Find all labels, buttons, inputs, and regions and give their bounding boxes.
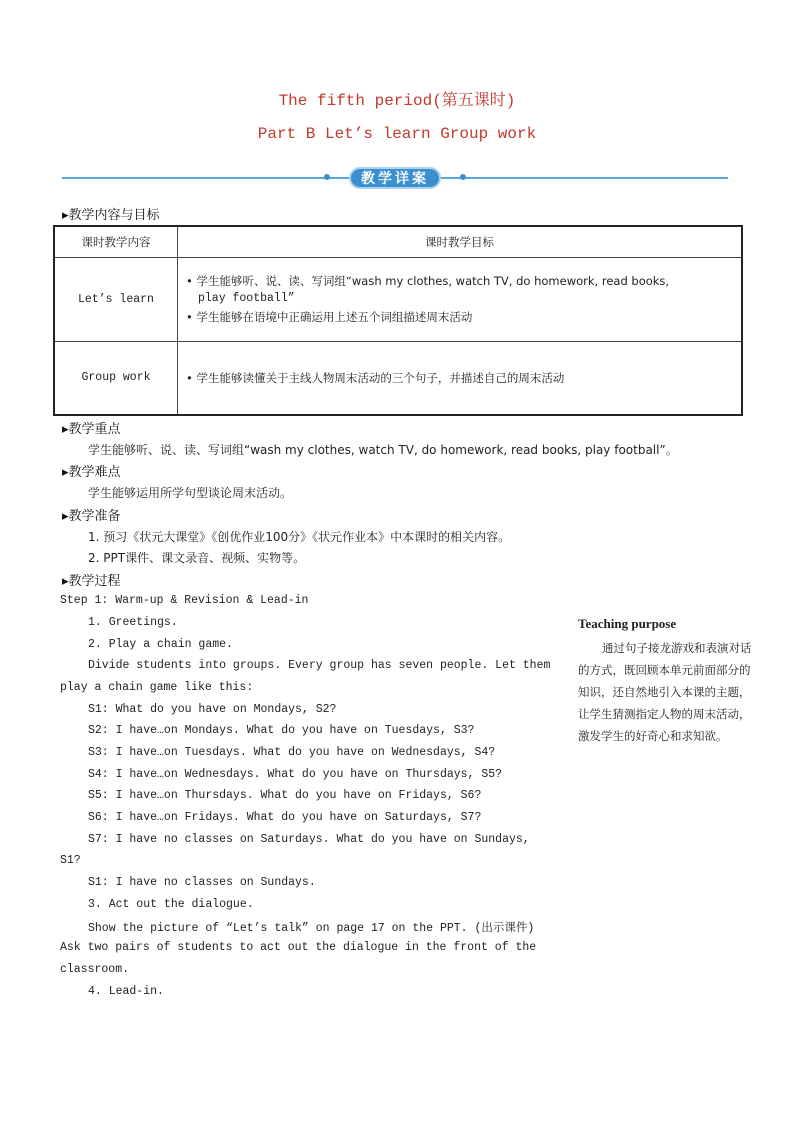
dialogue-line: S7: I have no classes on Saturdays. What do you have on Sundays, xyxy=(88,833,530,846)
dialogue-line: S4: I have…on Wednesdays. What do you have on Thursdays, S5? xyxy=(88,768,503,781)
process-line: play a chain game like this: xyxy=(60,681,254,694)
dialogue-line: S3: I have…on Tuesdays. What do you have on Wednesdays, S4? xyxy=(88,746,496,759)
side-note-body: 通过句子接龙游戏和表演对话的方式，既回顾本单元前面部分的知识，还自然地引入本课的主题，让学生猜测指定人物的周末活动，激发学生的好奇心和求知欲。 xyxy=(578,641,752,743)
goal-item: • 学生能够在语境中正确运用上述五个词组描述周末活动 xyxy=(186,310,473,324)
process-line: Ask two pairs of students to act out the dialogue in the front of the xyxy=(60,941,537,954)
heading-process: ▸教学过程 xyxy=(62,574,121,589)
prep-item: 1. 预习《状元大课堂》《创优作业100分》《状元作业本》中本课时的相关内容。 xyxy=(88,530,511,544)
row-label: Group work xyxy=(54,341,178,415)
difficulties-text: 学生能够运用所学句型谈论周末活动。 xyxy=(88,486,293,500)
goal-item: • 学生能够听、说、读、写词组“wash my clothes, watch TV, do homework, read books, xyxy=(186,274,670,288)
prep-item: 2. PPT课件、课文录音、视频、实物等。 xyxy=(88,551,306,565)
dialogue-line: S1? xyxy=(60,854,81,867)
heading-key-points: ▸教学重点 xyxy=(62,422,121,437)
table-header-goal: 课时教学目标 xyxy=(178,226,743,257)
page-subtitle: Part B Let’s learn Group work xyxy=(257,125,537,143)
table-header-content: 课时教学内容 xyxy=(54,226,178,257)
step-title: Step 1: Warm-up & Revision & Lead-in xyxy=(60,594,309,607)
heading-content-goals: ▸教学内容与目标 xyxy=(62,208,160,223)
dialogue-line: S1: What do you have on Mondays, S2? xyxy=(88,703,337,716)
table-row xyxy=(54,257,742,341)
process-line: 4. Lead-in. xyxy=(88,985,164,998)
process-line: 3. Act out the dialogue. xyxy=(88,898,254,911)
dialogue-line: S5: I have…on Thursdays. What do you have on Fridays, S6? xyxy=(88,789,482,802)
goal-item: • 学生能够读懂关于主线人物周末活动的三个句子，并描述自己的周末活动 xyxy=(186,370,565,385)
banner-label: 教学详案 xyxy=(349,167,441,189)
page-title: The fifth period(第五课时) xyxy=(278,92,516,110)
goal-item-cont: play football” xyxy=(198,292,295,305)
key-points-text: 学生能够听、说、读、写词组“wash my clothes, watch TV, do homework, read books, play football”。 xyxy=(88,443,678,457)
goal-table xyxy=(53,225,743,416)
process-line: 2. Play a chain game. xyxy=(88,638,233,651)
process-line: 1. Greetings. xyxy=(88,616,178,629)
side-note-title: Teaching purpose xyxy=(578,616,677,631)
process-line: classroom. xyxy=(60,963,130,976)
dialogue-line: S1: I have no classes on Sundays. xyxy=(88,876,316,889)
heading-preparation: ▸教学准备 xyxy=(62,509,121,524)
dialogue-line: S2: I have…on Mondays. What do you have on Tuesdays, S3? xyxy=(88,724,475,737)
process-line: Divide students into groups. Every group has seven people. Let them xyxy=(88,659,551,672)
section-banner xyxy=(62,167,728,189)
table-row xyxy=(54,341,742,415)
dialogue-line: S6: I have…on Fridays. What do you have on Saturdays, S7? xyxy=(88,811,482,824)
row-label: Let’s learn xyxy=(54,257,178,341)
process-line: Show the picture of “Let’s talk” on page 17 on the PPT. (出示课件) xyxy=(88,922,535,935)
heading-difficulties: ▸教学难点 xyxy=(62,465,121,480)
